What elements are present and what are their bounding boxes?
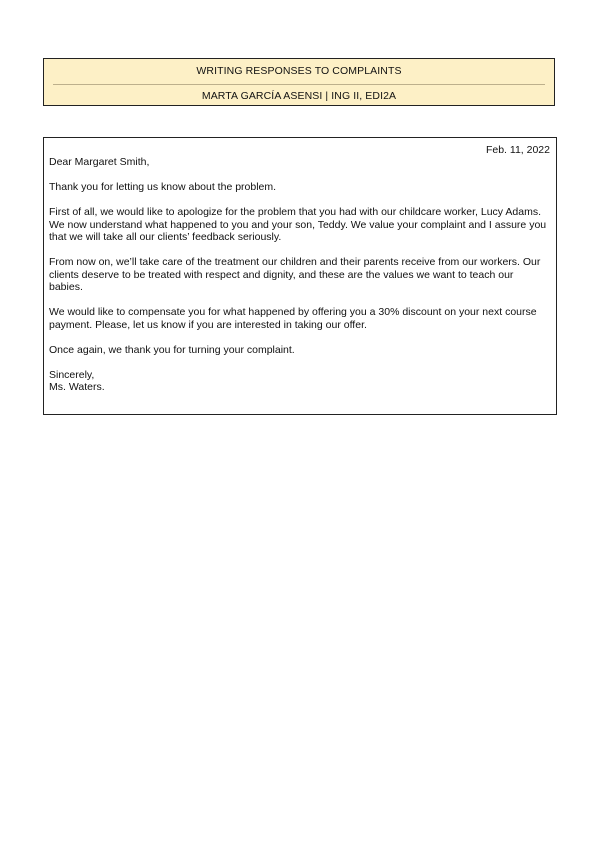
letter-date: Feb. 11, 2022 [485, 144, 550, 156]
letter-greeting: Dear Margaret Smith, [49, 156, 150, 168]
header-title: WRITING RESPONSES TO COMPLAINTS [196, 65, 402, 77]
header-subtitle: MARTA GARCÍA ASENSI | ING II, EDI2A [201, 90, 397, 102]
letter-body [49, 156, 550, 394]
letter-paragraph: First of all, we would like to apologize for the problem that you had with our childcare worker, Lucy Adams. We now understand what happened to you and your son, Teddy. We value your complaint and I assure you that we will take all our clients’ feedback seriously. [49, 206, 547, 243]
letter-paragraph: From now on, we’ll take care of the treatment our children and their parents receive from our workers. Our clients deserve to be treated with respect and dignity, and these are the values we want to teach our babies. [49, 256, 541, 293]
letter-box [43, 137, 557, 415]
letter-signature: Ms. Waters. [49, 381, 105, 393]
letter-paragraph: Once again, we thank you for turning your complaint. [49, 343, 295, 356]
letter-paragraph: Thank you for letting us know about the problem. [49, 181, 277, 193]
document-header [43, 58, 555, 106]
letter-paragraph: We would like to compensate you for what happened by offering you a 30% discount on your next course payment. Please, let us know if you are interested in taking our offer. [49, 306, 537, 331]
header-divider [53, 84, 545, 85]
letter-closing: Sincerely, [49, 368, 95, 381]
